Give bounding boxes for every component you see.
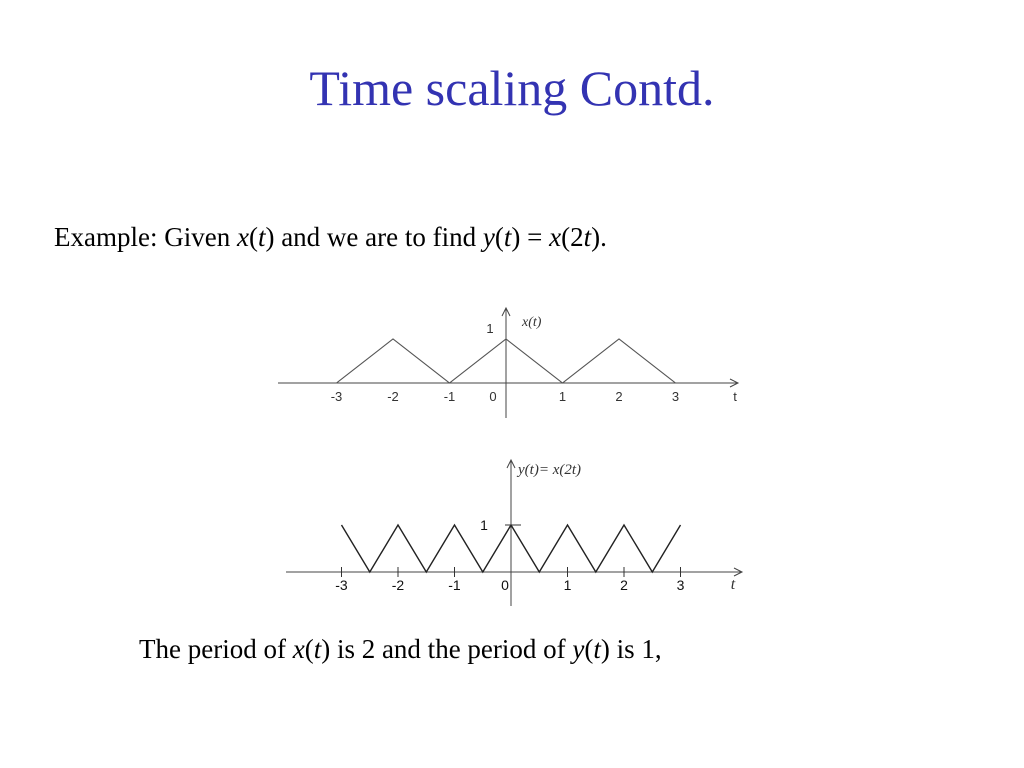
x-tick-label: 1 bbox=[563, 577, 572, 593]
slide-title: Time scaling Contd. bbox=[309, 60, 715, 116]
x-axis-title: t bbox=[733, 389, 737, 404]
math-y: y bbox=[482, 222, 495, 252]
x-tick-label: -1 bbox=[443, 389, 456, 404]
plot-title: x(t) bbox=[522, 315, 542, 330]
example-text: ( bbox=[494, 222, 504, 252]
example-text: ) and we are to find bbox=[265, 222, 483, 252]
math-t: t bbox=[593, 634, 601, 664]
example-text: (2 bbox=[561, 222, 584, 252]
example-text: Example: Given bbox=[54, 222, 237, 252]
math-t: t bbox=[313, 634, 322, 664]
period-statement bbox=[139, 634, 662, 665]
math-t: t bbox=[257, 222, 266, 252]
y-tick-label: 1 bbox=[486, 321, 494, 336]
math-y: y bbox=[572, 634, 585, 664]
example-text: ). bbox=[591, 222, 607, 252]
x-tick-label: -1 bbox=[448, 577, 461, 593]
plot-title: y(t)= x(2t) bbox=[518, 462, 582, 478]
math-x: x bbox=[292, 634, 305, 664]
period-text: ( bbox=[304, 634, 314, 664]
x-tick-label: 3 bbox=[676, 577, 685, 593]
period-text: ) is 2 and the period of bbox=[321, 634, 573, 664]
math-x: x bbox=[549, 222, 562, 252]
math-x: x bbox=[236, 222, 249, 252]
x-tick-label: -3 bbox=[330, 389, 343, 404]
period-text: The period of bbox=[139, 634, 293, 664]
x-tick-label: 3 bbox=[671, 389, 680, 404]
x-axis-title: t bbox=[730, 576, 736, 593]
x-tick-label: -2 bbox=[387, 389, 399, 404]
y-tick-label: 1 bbox=[480, 517, 488, 533]
x-tick-label: 0 bbox=[489, 389, 497, 404]
x-tick-label: 0 bbox=[501, 577, 509, 593]
x-tick-label: -2 bbox=[391, 577, 405, 593]
x-tick-label: -3 bbox=[335, 577, 348, 593]
x-tick-label: 1 bbox=[558, 389, 567, 404]
math-t: t bbox=[503, 222, 512, 252]
period-text: ) is 1, bbox=[600, 634, 662, 664]
x-tick-label: 2 bbox=[615, 389, 623, 404]
math-t: t bbox=[583, 222, 592, 252]
example-text: ( bbox=[248, 222, 258, 252]
example-text: ) = bbox=[511, 222, 550, 252]
period-text: ( bbox=[584, 634, 594, 664]
x-tick-label: 2 bbox=[620, 577, 628, 593]
